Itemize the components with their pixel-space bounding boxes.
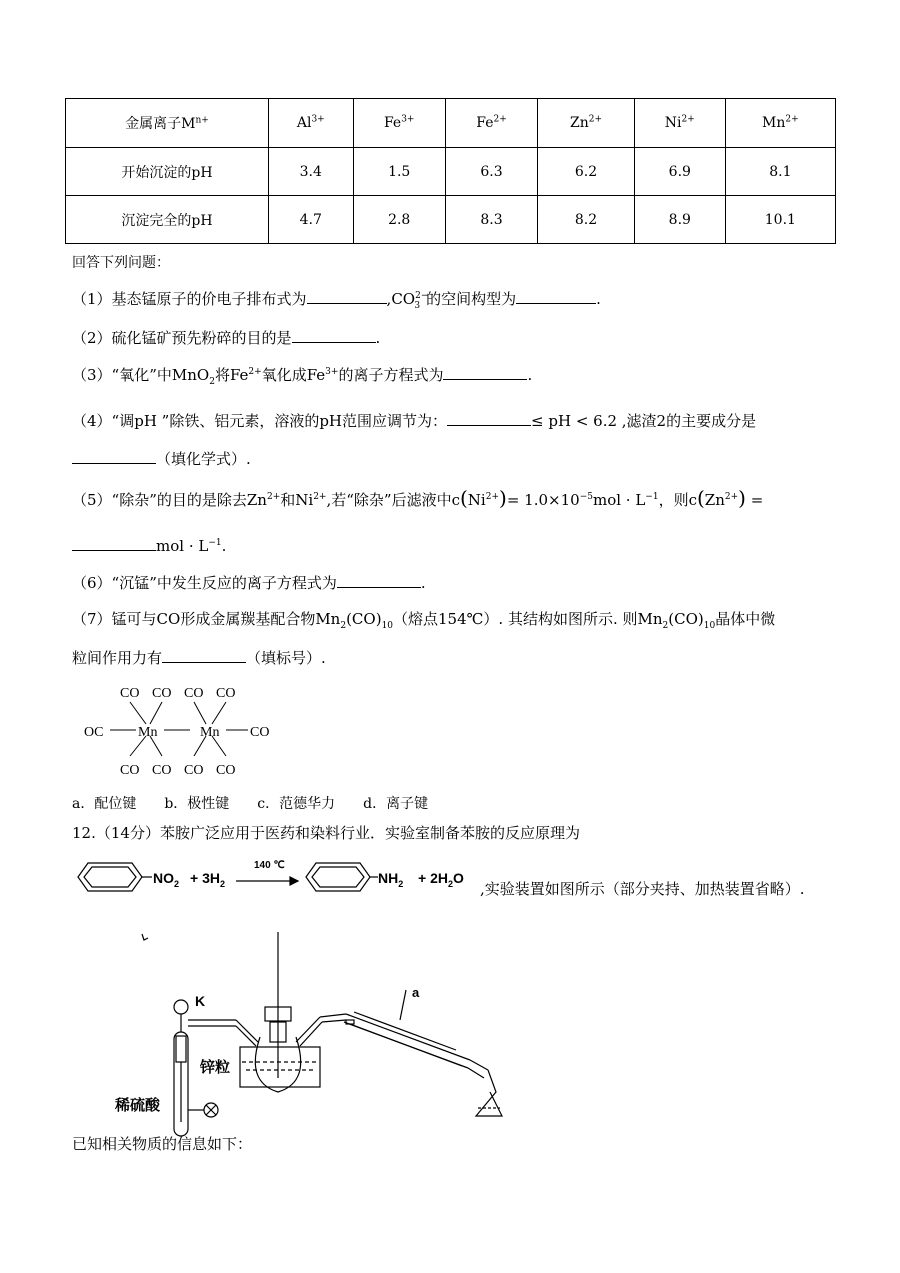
question-6: （6）“沉锰”中发生反应的离子方程式为 . [72,574,426,592]
table-cell: 8.3 [445,196,537,244]
table-cell: 6.9 [634,148,725,196]
header-fe3: $Fe^{3+}$ [353,99,445,148]
question-2: （2）硫化锰矿预先粉碎的目的是 . [72,329,381,347]
question-4: （4）“调pH ”除铁、铝元素，溶液的pH范围应调节为： ≤ pH < 6.2 ,滤渣2的主要成分是 [72,412,757,430]
co-label: CO [152,763,172,778]
header-ni: $Ni^{2+}$ [634,99,725,148]
apparatus-drawing [110,932,530,1142]
header-fe2: $Fe^{2+}$ [445,99,537,148]
zinc-label: 锌粒 [200,1058,231,1076]
ph-table [65,98,836,244]
mn-label: Mn [200,725,220,740]
co-label: CO [120,763,140,778]
question-5: （5）“除杂”的目的是除去$Zn^{2+}$和$Ni^{2+}$,若“除杂”后滤液中$c(Ni^{2+})= 1.0\times 10^{-5}mol \cdot L^{-1}$，则$c(Zn^{2+})$ = [72,486,764,510]
co-label: CO [250,725,270,740]
answer-options: a．配位键 b．极性键 c．范德华力 d．离子键 [72,796,429,812]
stopcock-label-k: K [195,993,206,1009]
answer-blank[interactable] [162,648,246,663]
table-cell: 8.1 [725,148,835,196]
table-row [66,148,836,196]
co-label: CO [184,686,204,701]
table-cell: 8.2 [538,196,635,244]
co-label: CO [152,686,172,701]
answer-blank[interactable] [72,449,156,464]
table-cell: 10.1 [725,196,835,244]
table-cell: 6.3 [445,148,537,196]
co-label: CO [216,763,236,778]
acid-label: 稀硫酸 [115,1096,161,1114]
answer-blank[interactable] [72,536,156,551]
table-cell: 6.2 [538,148,635,196]
no2-group: $NO_2$ [153,870,180,889]
table-cell: 8.9 [634,196,725,244]
reaction-temperature: 140 ℃ [254,860,285,871]
row-label: 开始沉淀的pH [66,148,269,196]
table-cell: 1.5 [353,148,445,196]
header-metal-ion: 金属离子$M^{n+}$ [66,99,269,148]
answer-blank[interactable] [447,411,531,426]
answer-blank[interactable] [443,365,527,380]
water-product: + $2H_2O$ [418,870,464,889]
oc-label: OC [84,725,104,740]
co-label: CO [184,763,204,778]
answer-blank[interactable] [337,573,421,588]
question-12: 12.（14分）苯胺广泛应用于医药和染料行业．实验室制备苯胺的反应原理为 [72,824,580,842]
known-info-heading: 已知相关物质的信息如下： [72,1135,253,1153]
apparatus-caption: ,实验装置如图所示（部分夹持、加热装置省略）. [480,880,805,898]
row-label: 沉淀完全的pH [66,196,269,244]
header-mn: $Mn^{2+}$ [725,99,835,148]
answer-blank[interactable] [516,289,596,304]
table-row [66,196,836,244]
header-zn: $Zn^{2+}$ [538,99,635,148]
co-label: CO [216,686,236,701]
question-3: （3）“氧化”中MnO$_2$将$Fe^{2+}$氧化成$Fe^{3+}$的离子方程式为 . [72,366,533,387]
table-cell: 4.7 [269,196,354,244]
nh2-group: $NH_2$ [378,870,404,889]
question-5-cont: mol · $L^{-1}$. [72,536,226,555]
question-7: （7）锰可与CO形成金属羰基配合物$Mn_2(CO)_{10}$（熔点154℃）. 其结构如图所示. 则$Mn_2(CO)_{10}$晶体中微 [72,610,776,631]
header-al: $Al^{3+}$ [269,99,354,148]
h2-reactant: + $3H_2$ [190,870,225,889]
table-cell: 2.8 [353,196,445,244]
table-cell: 3.4 [269,148,354,196]
question-7-cont: 粒间作用力有 （填标号）. [72,649,326,667]
condenser-label-a: a [412,985,420,1000]
mn-label: Mn [138,725,158,740]
co-label: CO [120,686,140,701]
question-1: （1）基态锰原子的价电子排布式为 $,CO^{2-}_3$ 的空间构型为 . [72,290,601,311]
question-4-cont: （填化学式）. [72,448,251,469]
intro-text: 回答下列问题： [72,255,170,271]
answer-blank[interactable] [292,328,376,343]
answer-blank[interactable] [307,289,387,304]
